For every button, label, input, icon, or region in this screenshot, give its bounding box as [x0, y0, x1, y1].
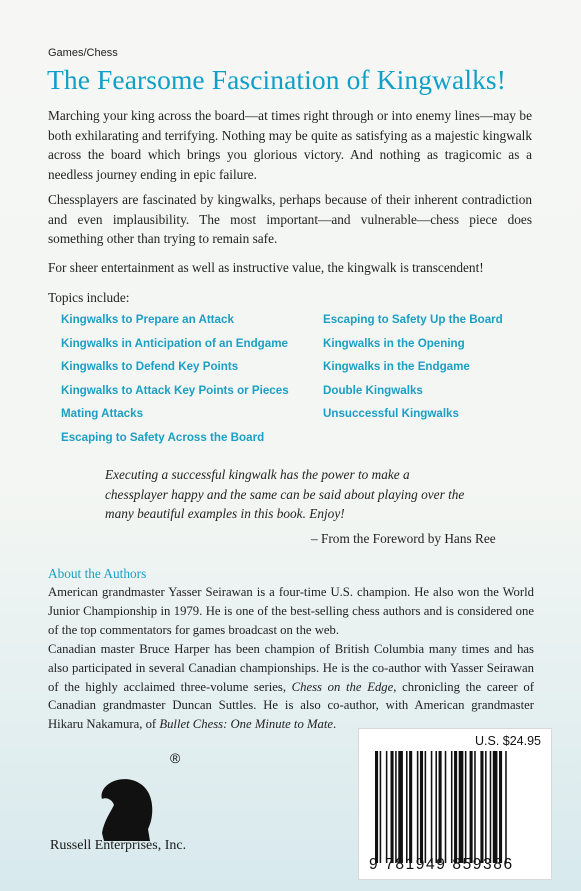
topic-item: Mating Attacks [61, 407, 144, 420]
intro-paragraph-1: Marching your king across the board—at times right through or into enemy lines—may be both exhilarating and terrifying. Nothing may be quite as satisfying as a majestic kingwalk across the board which brings you glorious victory. And nothing as tragicomic as a needless journey ending in epic failure. [48, 108, 532, 182]
topic-item: Double Kingwalks [323, 383, 423, 397]
author-bio-harper [48, 640, 534, 734]
topic-item: Kingwalks to Attack Key Points or Pieces [61, 383, 289, 397]
bio-text: . [333, 717, 337, 732]
knight-logo-icon [90, 775, 160, 845]
topic-item: Kingwalks in the Endgame [323, 360, 470, 373]
topic-item: Kingwalks in the Opening [323, 336, 465, 350]
topics-list-left [61, 311, 289, 452]
publisher-name: Russell Enterprises, Inc. [50, 838, 187, 853]
intro-paragraph-2: Chessplayers are fascinated by kingwalks, perhaps because of their inherent contradiction and even implausibility. The most important—and vulnerable—chess piece does something other than trying to remain safe. [48, 192, 532, 246]
headline: The Fearsome Fascination of Kingwalks! [47, 64, 506, 95]
bio-text: , chronicling the career of Canadian grandmaster Duncan Suttles. He is also co-author, with American grandmaster Hikaru Nakamura, of [48, 679, 534, 732]
topic-item: Kingwalks in Anticipation of an Endgame [61, 336, 288, 350]
bio-text: Canadian master Bruce Harper has been champion of British Columbia many times and has also participated in several Canadian championships. He is the co-author with Yasser Seirawan of the highly acclaimed three-volume series, [48, 642, 534, 694]
barcode-icon [375, 751, 541, 863]
author-bio-seirawan: American grandmaster Yasser Seirawan is a four-time U.S. champion. He also won the World Junior Championship in 1979. He is one of the best-selling chess authors and is considered one of the top commentators for games broadcast on the web. [48, 585, 534, 637]
topic-item: Kingwalks to Defend Key Points [61, 360, 239, 373]
price-label: U.S. $24.95 [474, 734, 541, 748]
registered-mark: ® [170, 750, 181, 766]
topics-list-right [323, 311, 503, 429]
foreword-quote: Executing a successful kingwalk has the power to make a chessplayer happy and the same can be said about playing over the many beautiful examples in this book. Enjoy! [105, 467, 465, 521]
quote-attribution: – From the Foreword by Hans Ree [311, 531, 496, 546]
topic-item: Escaping to Safety Up the Board [323, 313, 503, 326]
intro-paragraph-3: For sheer entertainment as well as instructive value, the kingwalk is transcendent! [48, 260, 484, 275]
category-label: Games/Chess [48, 47, 118, 59]
book-title: Bullet Chess: One Minute to Mate [159, 717, 334, 732]
barcode-panel [358, 728, 552, 880]
topic-item: Unsuccessful Kingwalks [323, 407, 459, 420]
about-authors-heading: About the Authors [48, 566, 147, 581]
topic-item: Kingwalks to Prepare an Attack [61, 313, 234, 326]
book-title: Chess on the Edge [291, 679, 394, 694]
topic-item: Escaping to Safety Across the Board [61, 430, 265, 444]
topics-title: Topics include: [48, 290, 130, 305]
isbn-number: 9 781949 859386 [369, 856, 514, 873]
